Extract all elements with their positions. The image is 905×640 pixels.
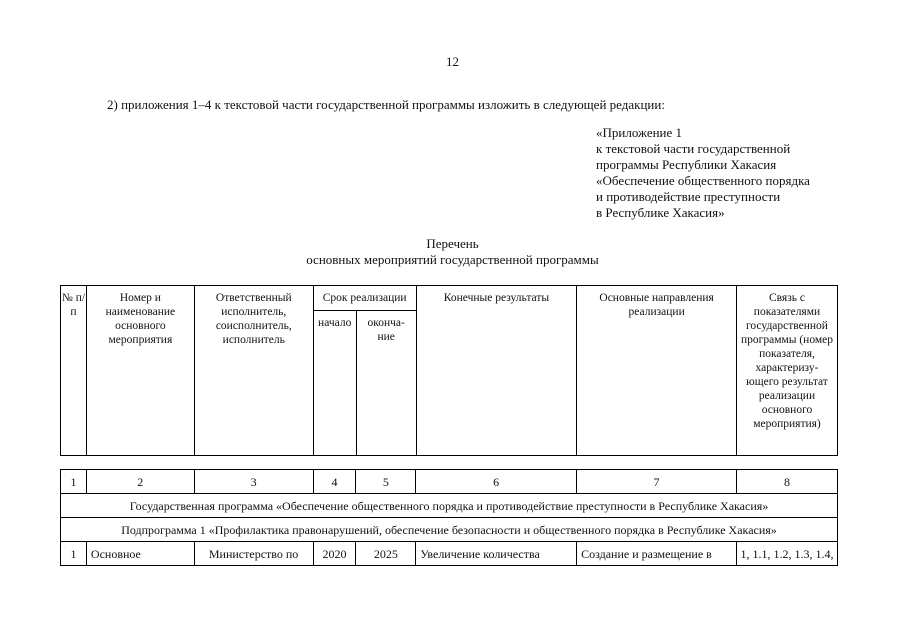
row-cell: 1, 1.1, 1.2, 1.3, 1.4, [736,542,837,566]
row-cell: Создание и размещение в [577,542,737,566]
column-number-row [61,470,838,494]
column-number: 4 [313,470,356,494]
column-number: 6 [416,470,577,494]
header-table [60,285,838,456]
column-number: 8 [736,470,837,494]
row-cell: Основное [86,542,194,566]
column-number: 5 [356,470,416,494]
program-row-text: Государственная программа «Обеспечение общественного порядка и противодействие преступности в Республике Хакасия» [61,494,838,518]
appendix-line: в Республике Хакасия» [596,205,725,220]
table-title-line1: Перечень [426,236,479,251]
program-row [61,494,838,518]
header-name: Номер и наименование основного мероприятия [86,286,194,456]
header-link: Связь с показателями государственной программы (номер показателя, характеризу-ющего результат реализации основного мероприятия) [736,286,837,456]
appendix-line: программы Республики Хакасия [596,157,777,172]
column-number: 3 [194,470,313,494]
header-term: Срок реализации [313,286,416,311]
table-title-line2: основных мероприятий государственной программы [306,252,599,267]
intro-paragraph: 2) приложения 1–4 к текстовой части государственной программы изложить в следующей редакции: [107,97,665,112]
table-row [61,542,838,566]
header-end: оконча-ние [356,311,416,456]
column-number: 2 [86,470,194,494]
appendix-line: и противодействие преступности [596,189,781,204]
column-number: 7 [577,470,737,494]
appendix-note [596,125,810,221]
subprogram-row-text: Подпрограмма 1 «Профилактика правонарушений, обеспечение безопасности и общественного порядка в Республике Хакасия» [61,518,838,542]
header-start: начало [313,311,356,456]
appendix-line: к текстовой части государственной [596,141,791,156]
row-cell: Министерство по [194,542,313,566]
table-title [0,236,905,268]
row-cell: 1 [61,542,87,566]
row-cell: Увеличение количества [416,542,577,566]
header-executor: Ответственный исполнитель, соисполнитель, исполнитель [194,286,313,456]
subprogram-row [61,518,838,542]
header-directions: Основные направления реализации [577,286,737,456]
page-number: 12 [446,54,459,69]
appendix-line: «Обеспечение общественного порядка [596,173,810,188]
header-num: № п/п [61,286,87,456]
body-table [60,469,838,566]
appendix-line: «Приложение 1 [596,125,683,140]
row-cell: 2020 [313,542,356,566]
row-cell: 2025 [356,542,416,566]
header-results: Конечные результаты [416,286,577,456]
column-number: 1 [61,470,87,494]
